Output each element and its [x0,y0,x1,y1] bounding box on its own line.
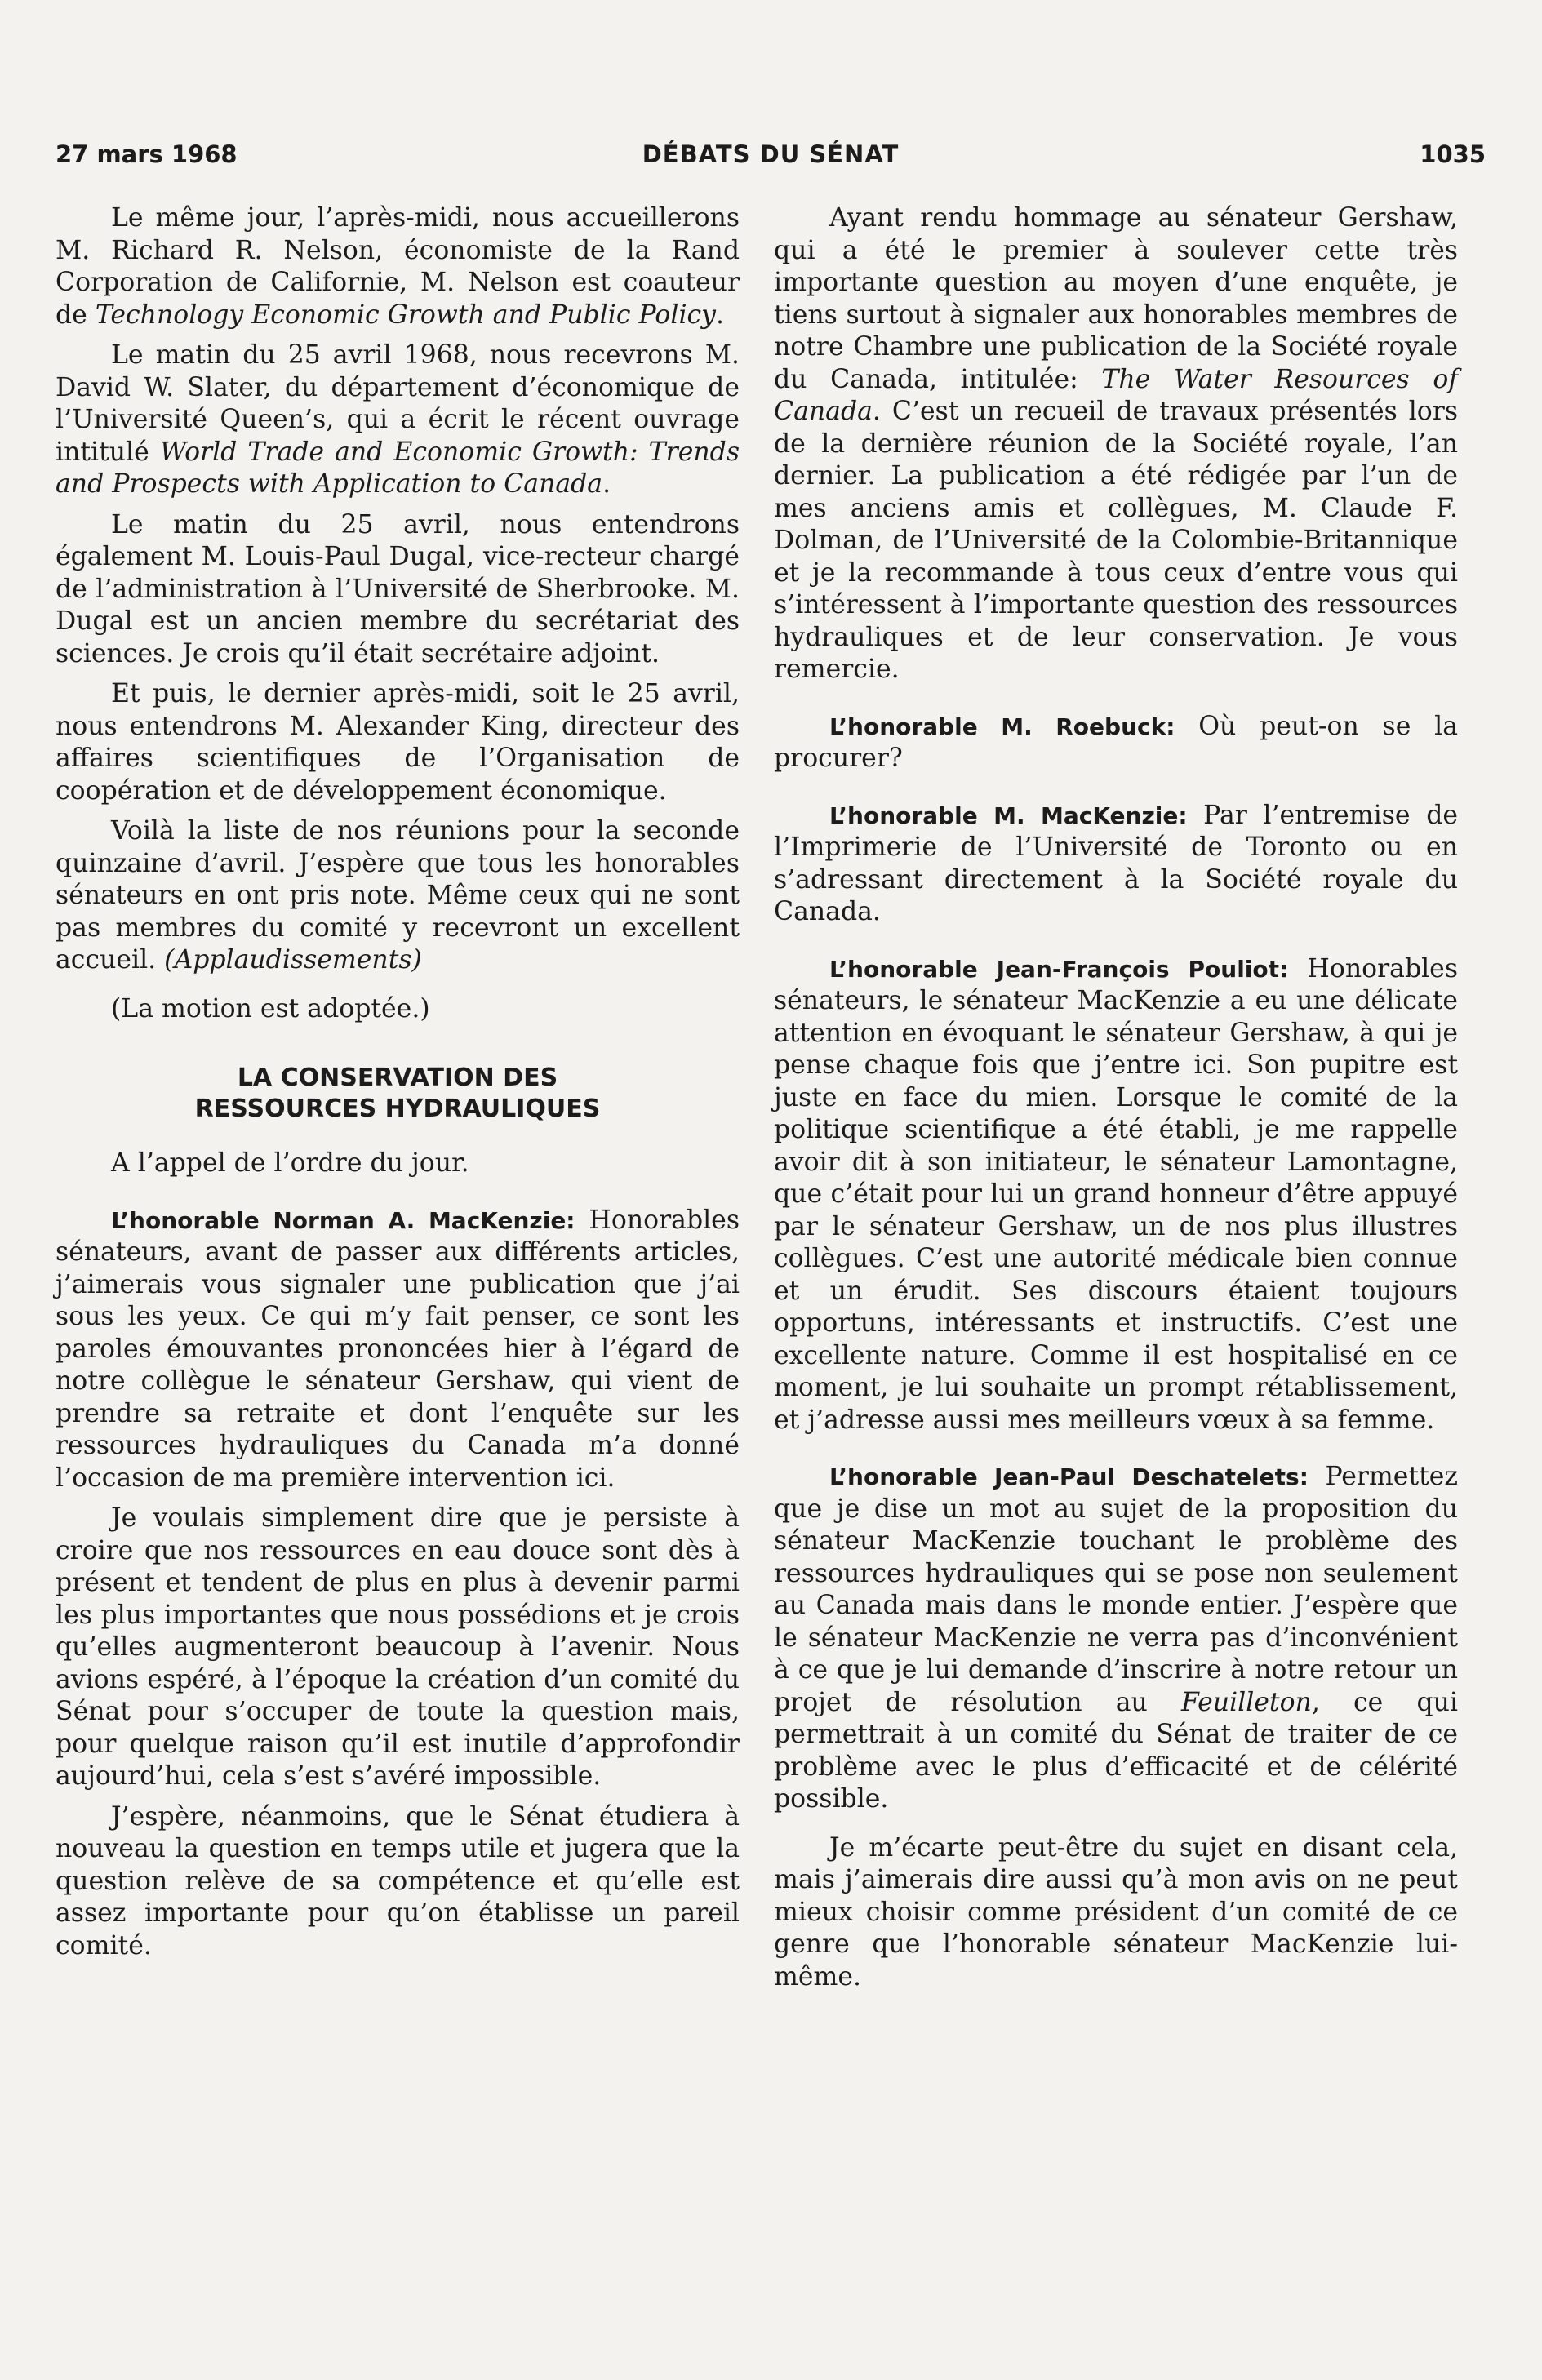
page-header [56,140,1486,180]
speech-paragraph: L’honorable Jean-François Pouliot: Honorables sénateurs, le sénateur MacKenzie a eu une délicate attention en évoquant le sénateur Gershaw, à qui je pense chaque fois que j’entre ici. Son pupitre est juste en face du mien. Lorsque le comité de la politique scientifique a été établi, je me rappelle avoir dit à son initiateur, le sénateur Lamontagne, que c’était pour lui un grand honneur d’être appuyé par le sénateur Gershaw, un de nos plus illustres collègues. C’est une autorité médicale bien connue et un érudit. Ses discours étaient toujours opportuns, intéressants et instructifs. C’est une excellente nature. Comme il est hospitalisé en ce moment, je lui souhaite un prompt rétablissement, et j’adresse aussi mes meilleurs vœux à sa femme. [774,953,1458,1435]
paragraph: Ayant rendu hommage au sénateur Gershaw, qui a été le premier à soulever cette très importante question au moyen d’une enquête, je tiens surtout à signaler aux honorables membres de notre Chambre une publication de la Société royale du Canada, intitulée: The Water Resources of Canada. C’est un recueil de travaux présentés lors de la dernière réunion de la Société royale, l’an dernier. La publication a été rédigée par l’un de mes anciens amis et collègues, M. Claude F. Dolman, de l’Université de la Colombie-Britannique et je la recommande à tous ceux d’entre vous qui s’intéressent à l’importante question des ressources hydrauliques et de leur conservation. Je vous remercie. [774,203,1458,684]
speech-paragraph: L’honorable Norman A. MacKenzie: Honorables sénateurs, avant de passer aux différents articles, j’aimerais vous signaler une publication que j’ai sous les yeux. Ce qui m’y fait penser, ce sont les paroles émouvantes prononcées hier à l’égard de notre collègue le sénateur Gershaw, qui vient de prendre sa retraite et dont l’enquête sur les ressources hydrauliques du Canada m’a donné l’occasion de ma première intervention ici. [56,1205,740,1493]
paragraph: Je voulais simplement dire que je persiste à croire que nos ressources en eau douce sont dès à présent et tendent de plus en plus à devenir parmi les plus importantes que nous possédions et je crois qu’elles augmenteront beaucoup à l’avenir. Nous avions espéré, à l’époque la création d’un comité du Sénat pour s’occuper de toute la question mais, pour quelque raison qu’il est inutile d’approfondir aujourd’hui, cela s’est s’avéré impossible. [56,1503,740,1791]
paragraph: Le matin du 25 avril 1968, nous recevrons M. David W. Slater, du département d’économique de l’Université Queen’s, qui a écrit le récent ouvrage intitulé World Trade and Economic Growth: Trends and Prospects with Application to Canada. [56,340,740,499]
paragraph: J’espère, néanmoins, que le Sénat étudiera à nouveau la question en temps utile et jugera que la question relève de sa compétence et qu’elle est assez importante pour qu’on établisse un pareil comité. [56,1801,740,1960]
speaker-name: L’honorable M. MacKenzie: [829,801,1188,829]
page-number: 1035 [1420,140,1486,168]
paragraph: Je m’écarte peut-être du sujet en disant cela, mais j’aimerais dire aussi qu’à mon avis on ne peut mieux choisir comme président d’un comité de ce genre que l’honorable sénateur MacKenzie lui-même. [774,1832,1458,1991]
paragraph: Le matin du 25 avril, nous entendrons également M. Louis-Paul Dugal, vice-recteur chargé de l’administration à l’Université de Sherbrooke. M. Dugal est un ancien membre du secrétariat des sciences. Je crois qu’il était secrétaire adjoint. [56,509,740,668]
section-title: LA CONSERVATION DES RESSOURCES HYDRAULIQUES [194,1063,601,1123]
paragraph: Le même jour, l’après-midi, nous accueillerons M. Richard R. Nelson, économiste de la Rand Corporation de Californie, M. Nelson est coauteur de Technology Economic Growth and Public Policy. [56,203,740,330]
paragraph: A l’appel de l’ordre du jour. [111,1148,469,1178]
speaker-name: L’honorable Jean-Paul Deschatelets: [829,1463,1309,1490]
paragraph: Et puis, le dernier après-midi, soit le 25 avril, nous entendrons M. Alexander King, directeur des affaires scientifiques de l’Organisation de coopération et de développement économique. [56,679,740,806]
speaker-name: L’honorable M. Roebuck: [829,713,1175,740]
paragraph: Voilà la liste de nos réunions pour la seconde quinzaine d’avril. J’espère que tous les honorables sénateurs en ont pris note. Même ceux qui ne sont pas membres du comité y recevront un excellent accueil. (Applaudissements) [56,816,740,975]
header-title: DÉBATS DU SÉNAT [642,140,900,168]
right-column [774,202,1458,2001]
speaker-name: L’honorable Norman A. MacKenzie: [111,1206,575,1234]
header-date: 27 mars 1968 [56,140,238,168]
paragraph: (La motion est adoptée.) [111,993,430,1023]
speech-paragraph: L’honorable Jean-Paul Deschatelets: Permettez que je dise un mot au sujet de la proposition du sénateur MacKenzie touchant le problème des ressources hydrauliques qui se pose non seulement au Canada mais dans le monde entier. J’espère que le sénateur MacKenzie ne verra pas d’inconvénient à ce que je lui demande d’inscrire à notre retour un projet de résolution au Feuilleton, ce qui permettrait à un comité du Sénat de traiter de ce problème avec le plus d’efficacité et de célérité possible. [774,1462,1458,1814]
speaker-name: L’honorable Jean-François Pouliot: [829,955,1289,983]
left-column [56,202,740,1970]
speech-paragraph: L’honorable M. Roebuck: Où peut-on se la procurer? [774,711,1458,773]
speech-paragraph: L’honorable M. MacKenzie: Par l’entremise de l’Imprimerie de l’Université de Toronto ou en s’adressant directement à la Société royale du Canada. [774,800,1458,926]
